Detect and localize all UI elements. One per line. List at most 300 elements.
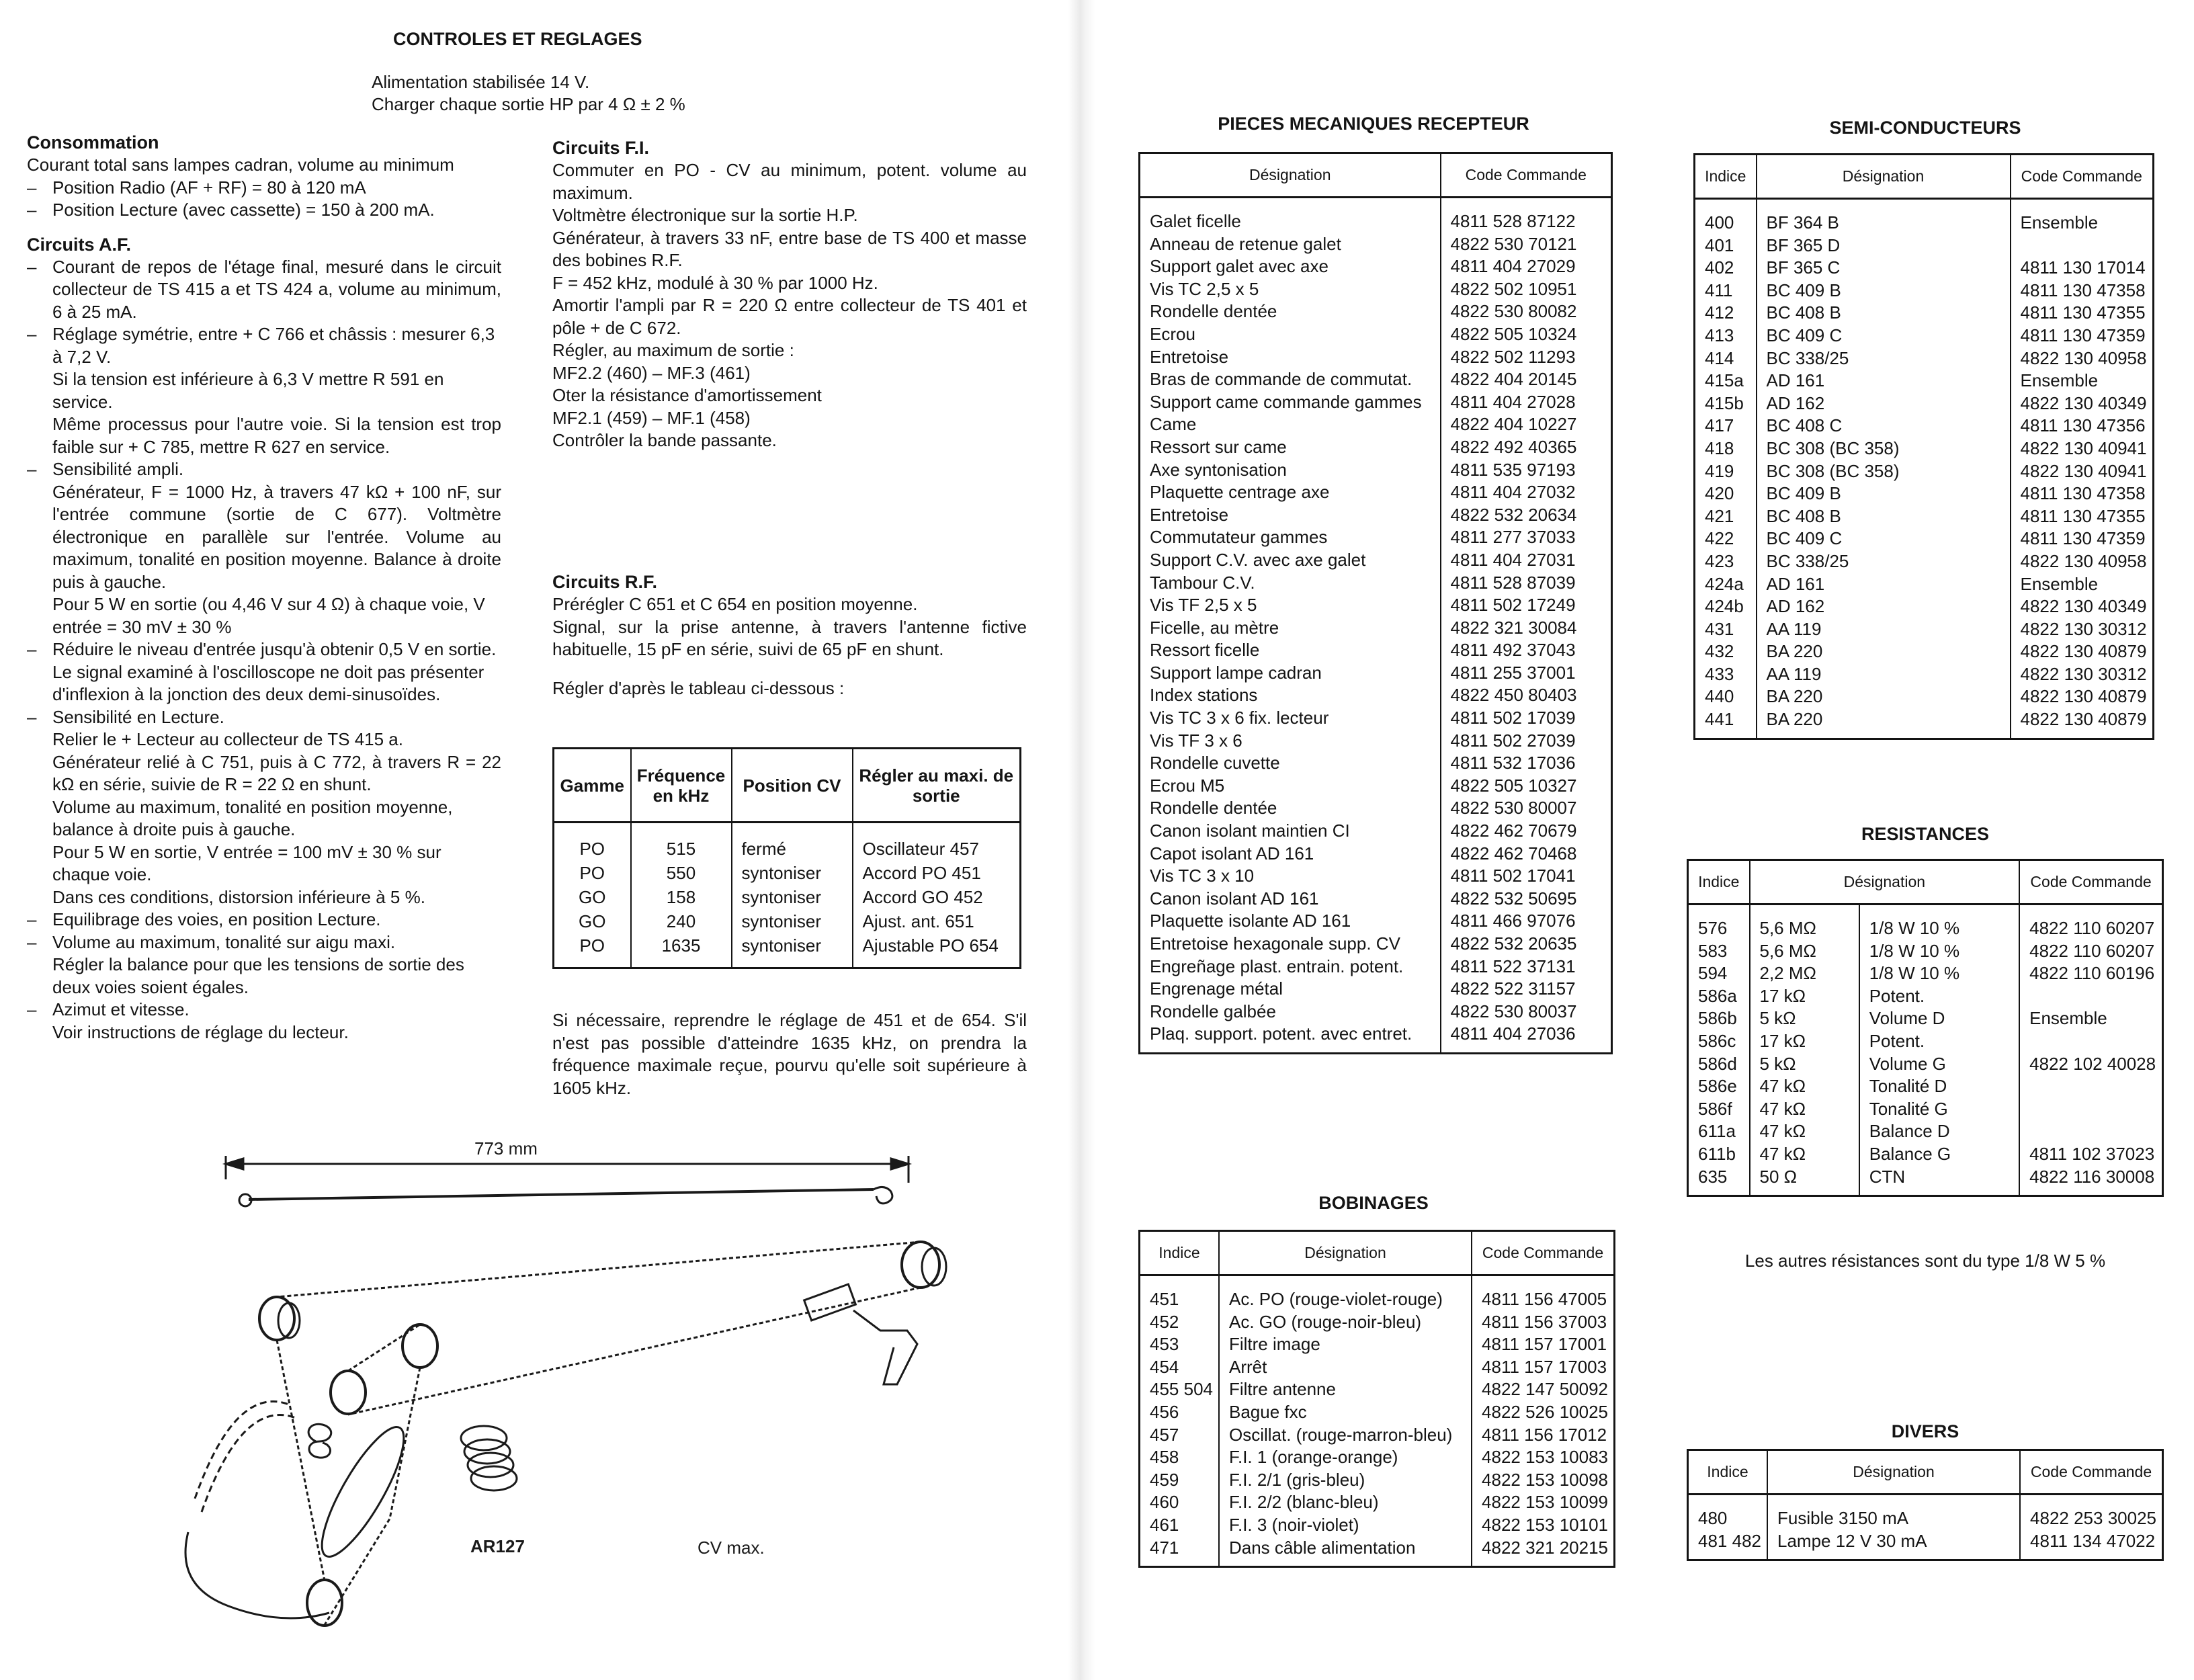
designation-cell: BC 409 C xyxy=(1757,325,2011,347)
table-row xyxy=(1140,526,1612,549)
designation-cell: Engreñage plast. entrain. potent. xyxy=(1140,956,1441,978)
pieces-table xyxy=(1138,152,1613,1054)
coil-1 xyxy=(461,1426,507,1450)
table-row xyxy=(1140,1424,1615,1447)
code-header: Code Commande xyxy=(2011,155,2154,199)
code-cell: 4822 502 10951 xyxy=(1450,278,1577,299)
type-cell: Tonalité G xyxy=(1859,1098,2019,1121)
indice-cell: 433 xyxy=(1695,663,1757,686)
code-cell xyxy=(2019,985,2162,1008)
indice-header: Indice xyxy=(1688,860,1750,905)
designation-header: Désignation xyxy=(1219,1231,1472,1275)
designation-cell: BC 409 C xyxy=(1757,528,2011,550)
code-cell: 4822 110 60207 xyxy=(2029,918,2155,938)
pointer-bracket xyxy=(853,1310,917,1384)
table-row xyxy=(1688,1007,2163,1030)
table-row xyxy=(1695,460,2154,483)
designation-cell: BC 409 B xyxy=(1757,482,2011,505)
ensemble-label: Ensemble xyxy=(2020,212,2099,233)
indice-cell: 459 xyxy=(1140,1469,1219,1492)
frequence-cell: 158 xyxy=(631,885,732,909)
code-cell: 4822 130 30312 xyxy=(2020,618,2147,639)
coil-3 xyxy=(468,1453,513,1477)
code-cell: 4822 321 20215 xyxy=(1482,1537,1608,1558)
designation-cell: Bague fxc xyxy=(1219,1401,1472,1424)
table-row xyxy=(1695,573,2154,596)
table-row xyxy=(1140,572,1612,595)
table-row xyxy=(554,885,1021,909)
code-cell: 4811 404 27028 xyxy=(1450,391,1576,412)
designation-cell: Commutateur gammes xyxy=(1140,526,1441,549)
type-cell: 1/8 W 10 % xyxy=(1859,940,2019,963)
designation-cell: Plaq. support. potent. avec entret. xyxy=(1140,1023,1441,1053)
designation-cell: Ficelle, au mètre xyxy=(1140,617,1441,640)
table-row xyxy=(1140,978,1612,1001)
semi-body xyxy=(1695,199,2154,739)
designation-cell: Support lampe cadran xyxy=(1140,662,1441,685)
code-cell: 4822 450 80403 xyxy=(1450,685,1577,706)
af-p2c: Même processus pour l'autre voie. Si la tension est trop faible sur + C 785, mettre R 627 en service. xyxy=(52,414,501,457)
designation-cell: F.I. 1 (orange-orange) xyxy=(1219,1446,1472,1469)
gamme-cell: PO xyxy=(554,933,631,968)
indice-cell: 586d xyxy=(1688,1053,1750,1076)
table-row xyxy=(554,933,1021,968)
table-row xyxy=(1695,392,2154,415)
indice-cell: 431 xyxy=(1695,618,1757,641)
type-cell: Balance D xyxy=(1859,1120,2019,1143)
designation-cell: Ac. GO (rouge-noir-bleu) xyxy=(1219,1311,1472,1334)
code-cell: 4822 530 80082 xyxy=(1450,301,1577,322)
designation-cell: Filtre image xyxy=(1219,1333,1472,1356)
gamme-cell: GO xyxy=(554,885,631,909)
designation-cell: Entretoise xyxy=(1140,346,1441,369)
table-row xyxy=(1140,1446,1615,1469)
rf-l3: Régler d'après le tableau ci-dessous : xyxy=(552,677,845,698)
fi-l9: MF2.1 (459) – MF.1 (458) xyxy=(552,407,751,428)
code-cell: 4822 526 10025 xyxy=(1482,1401,1608,1422)
value-cell: 5 kΩ xyxy=(1750,1053,1859,1076)
pulley-lower xyxy=(331,1371,366,1414)
position-cv-header: Position CV xyxy=(732,749,853,823)
indice-cell: 576 xyxy=(1688,905,1750,940)
code-cell: Ensemble xyxy=(2020,573,2099,594)
table-row xyxy=(1140,413,1612,436)
type-cell: Volume D xyxy=(1859,1007,2019,1030)
indice-cell: 480 xyxy=(1688,1495,1767,1530)
indice-cell: 418 xyxy=(1695,437,1757,460)
af-p7: – Volume au maximum, tonalité sur aigu maxi. xyxy=(27,931,501,954)
indice-cell: 586a xyxy=(1688,985,1750,1008)
indice-cell: 417 xyxy=(1695,415,1757,437)
table-row xyxy=(1140,617,1612,640)
drum-dash-1 xyxy=(195,1402,289,1499)
bobinages-body xyxy=(1140,1275,1615,1567)
value-cell: 5 kΩ xyxy=(1750,1007,1859,1030)
table-row xyxy=(1140,481,1612,504)
value-cell: 5,6 MΩ xyxy=(1750,905,1859,940)
indice-cell: 586f xyxy=(1688,1098,1750,1121)
indice-cell: 481 482 xyxy=(1688,1530,1767,1560)
table-row xyxy=(1688,1098,2163,1121)
af-p3b: Générateur, F = 1000 Hz, à travers 47 kΩ + 100 nF, sur l'entrée commune (sortie de C 677). Voltmètre électronique en parallèle sur l'entrée. Volume au maximum, tonalité en position moyenne. Balance à droite puis à gauche. xyxy=(52,481,501,592)
table-row xyxy=(1140,300,1612,323)
designation-cell: BA 220 xyxy=(1757,708,2011,739)
af-p8b: Voir instructions de réglage du lecteur. xyxy=(52,1021,349,1042)
cord-run-1 xyxy=(277,1242,921,1297)
table-row xyxy=(554,861,1021,885)
code-cell xyxy=(2019,1120,2162,1143)
consommation-line-3: – Position Lecture (avec cassette) = 150 à 200 mA. xyxy=(27,199,501,222)
code-cell: 4811 255 37001 xyxy=(1450,662,1576,683)
code-header: Code Commande xyxy=(1472,1231,1614,1275)
resistances-body xyxy=(1688,905,2163,1196)
table-row xyxy=(1140,684,1612,707)
af-p5: – Sensibilité en Lecture. xyxy=(27,706,501,729)
table-row xyxy=(1688,1530,2163,1560)
table-row xyxy=(1688,1075,2163,1098)
table-row xyxy=(1140,1356,1615,1379)
af-p5b: Relier le + Lecteur au collecteur de TS 415 a. xyxy=(52,729,403,749)
table-row xyxy=(1688,905,2163,940)
table-row xyxy=(1140,707,1612,730)
table-row xyxy=(1140,549,1612,572)
af-p2: – Réglage symétrie, entre + C 766 et châssis : mesurer 6,3 à 7,2 V. xyxy=(27,323,501,368)
code-cell: 4811 130 47358 xyxy=(2020,483,2146,504)
code-cell: 4811 492 37043 xyxy=(1450,640,1576,661)
af-p5c: Générateur relié à C 751, puis à C 772, à travers R = 22 kΩ en série, suivie de R = 22 Ω en shunt. xyxy=(52,751,501,794)
af-p1: – Courant de repos de l'étage final, mesuré dans le circuit collecteur de TS 415 a et TS 424 a, volume au minimum, 6 à 25 mA. xyxy=(27,256,501,324)
code-cell: 4811 502 17249 xyxy=(1450,595,1576,616)
table-row xyxy=(1140,1469,1615,1492)
indice-cell: 594 xyxy=(1688,962,1750,985)
designation-cell: Vis TC 3 x 10 xyxy=(1140,865,1441,888)
figure-caption: CV max. xyxy=(698,1538,765,1558)
table-row xyxy=(1688,962,2163,985)
code-cell: 4811 130 17014 xyxy=(2020,257,2146,278)
table-row xyxy=(1140,752,1612,775)
designation-cell: Canon isolant maintien CI xyxy=(1140,820,1441,843)
code-cell: 4822 530 80007 xyxy=(1450,798,1577,818)
code-cell: Ensemble xyxy=(2020,370,2099,391)
af-p5d: Volume au maximum, tonalité en position moyenne, balance à droite puis à gauche. xyxy=(52,796,453,839)
frequence-cell: 1635 xyxy=(631,933,732,968)
type-cell: 1/8 W 10 % xyxy=(1859,962,2019,985)
af-p8: – Azimut et vitesse. xyxy=(27,999,501,1021)
code-cell: 4811 156 37003 xyxy=(1482,1311,1607,1332)
frequence-header: Fréquence en kHz xyxy=(631,749,732,823)
code-cell: 4811 404 27029 xyxy=(1450,256,1576,277)
value-cell: 17 kΩ xyxy=(1750,985,1859,1008)
table-row xyxy=(1140,504,1612,527)
resistances-table xyxy=(1687,859,2164,1197)
designation-cell: BF 365 D xyxy=(1757,235,2011,257)
designation-cell: Ressort ficelle xyxy=(1140,639,1441,662)
gamme-cell: PO xyxy=(554,861,631,885)
table-row xyxy=(1695,595,2154,618)
code-header: Code Commande xyxy=(2020,1450,2162,1495)
designation-cell: Ecrou M5 xyxy=(1140,775,1441,798)
position-cell: syntoniser xyxy=(732,933,853,968)
code-cell: 4811 157 17001 xyxy=(1482,1334,1607,1355)
designation-cell: BC 409 B xyxy=(1757,280,2011,302)
indice-cell: 471 xyxy=(1140,1537,1219,1567)
code-cell: 4822 321 30084 xyxy=(1450,617,1577,638)
code-header: Code Commande xyxy=(1441,153,1612,198)
code-cell: 4822 153 10083 xyxy=(1482,1447,1608,1468)
code-cell: 4822 130 40879 xyxy=(2020,641,2147,662)
table-row xyxy=(1688,985,2163,1008)
gamme-table xyxy=(552,747,1021,969)
table-row xyxy=(1695,528,2154,550)
designation-cell: Bras de commande de commutat. xyxy=(1140,368,1441,391)
indice-cell: 458 xyxy=(1140,1446,1219,1469)
designation-cell: BC 338/25 xyxy=(1757,550,2011,573)
code-cell: 4811 466 97076 xyxy=(1450,911,1576,931)
frequence-cell: 550 xyxy=(631,861,732,885)
table-row xyxy=(1695,708,2154,739)
regler-header: Régler au maxi. de sortie xyxy=(853,749,1021,823)
resistances-note: Les autres résistances sont du type 1/8 W 5 % xyxy=(1744,1251,2106,1271)
indice-cell: 421 xyxy=(1695,505,1757,528)
dimension-arrow-left xyxy=(226,1159,243,1169)
code-cell: 4811 404 27032 xyxy=(1450,482,1576,503)
designation-cell: Oscillat. (rouge-marron-bleu) xyxy=(1219,1424,1472,1447)
page-title: CONTROLES ET REGLAGES xyxy=(393,29,642,49)
figure-code: AR127 xyxy=(470,1536,525,1556)
code-cell: 4811 404 27036 xyxy=(1450,1023,1576,1044)
regler-cell: Ajustable PO 654 xyxy=(862,935,999,956)
code-cell: 4822 130 40941 xyxy=(2020,437,2147,458)
indice-cell: 412 xyxy=(1695,302,1757,325)
value-cell: 17 kΩ xyxy=(1750,1030,1859,1053)
indice-cell: 586c xyxy=(1688,1030,1750,1053)
code-cell: 4822 404 20145 xyxy=(1450,369,1577,390)
designation-header: Désignation xyxy=(1140,153,1441,198)
designation-cell: BF 364 B xyxy=(1757,199,2011,235)
code-cell: 4822 532 50695 xyxy=(1450,888,1577,909)
table-row xyxy=(1140,198,1612,233)
indice-cell: 413 xyxy=(1695,325,1757,347)
gamme-header: Gamme xyxy=(554,749,631,823)
table-row xyxy=(1695,347,2154,370)
code-cell: 4811 502 17039 xyxy=(1450,708,1576,728)
type-cell: Tonalité D xyxy=(1859,1075,2019,1098)
designation-cell: BF 365 C xyxy=(1757,257,2011,280)
table-row xyxy=(1140,888,1612,911)
designation-cell: Vis TF 3 x 6 xyxy=(1140,730,1441,753)
consommation-line-1: Courant total sans lampes cadran, volume au minimum xyxy=(27,155,454,175)
designation-cell: AD 161 xyxy=(1757,573,2011,596)
fi-l8: Oter la résistance d'amortissement xyxy=(552,385,822,405)
designation-cell: Engrenage métal xyxy=(1140,978,1441,1001)
af-p5f: Dans ces conditions, distorsion inférieure à 5 %. xyxy=(52,886,425,907)
indice-cell: 457 xyxy=(1140,1424,1219,1447)
intro-line-2: Charger chaque sortie HP par 4 Ω ± 2 % xyxy=(372,94,685,114)
indice-cell: 455 504 xyxy=(1140,1378,1219,1401)
af-p2b: Si la tension est inférieure à 6,3 V mettre R 591 en service. xyxy=(52,369,444,412)
value-cell: 47 kΩ xyxy=(1750,1143,1859,1166)
designation-cell: Galet ficelle xyxy=(1140,198,1441,233)
table-row xyxy=(1140,1275,1615,1311)
code-cell: 4811 156 47005 xyxy=(1482,1289,1607,1309)
table-row xyxy=(1140,1311,1615,1334)
designation-cell: Support came commande gammes xyxy=(1140,391,1441,414)
designation-cell: F.I. 2/1 (gris-bleu) xyxy=(1219,1469,1472,1492)
table-row xyxy=(1140,391,1612,414)
gamme-cell: GO xyxy=(554,909,631,933)
af-p4: – Réduire le niveau d'entrée jusqu'à obtenir 0,5 V en sortie. xyxy=(27,638,501,661)
fi-l5: Amortir l'ampli par R = 220 Ω entre collecteur de TS 401 et pôle + de C 672. xyxy=(552,295,1027,338)
value-cell: 47 kΩ xyxy=(1750,1075,1859,1098)
designation-cell: BC 408 B xyxy=(1757,505,2011,528)
indice-cell: 415b xyxy=(1695,392,1757,415)
pulley-bottom xyxy=(307,1580,342,1626)
designation-cell: AA 119 xyxy=(1757,618,2011,641)
code-cell: 4822 116 30008 xyxy=(2029,1166,2155,1187)
code-cell: 4822 505 10327 xyxy=(1450,775,1577,796)
code-cell: 4811 130 47358 xyxy=(2020,280,2146,300)
rf-l1: Prérégler C 651 et C 654 en position moyenne. xyxy=(552,594,918,614)
code-cell: 4822 153 10098 xyxy=(1482,1469,1608,1490)
left-column-rf xyxy=(552,571,1027,700)
frequence-cell: 515 xyxy=(631,823,732,862)
table-row xyxy=(1140,594,1612,617)
table-row xyxy=(1688,1053,2163,1076)
designation-cell: AD 162 xyxy=(1757,595,2011,618)
designation-cell: Vis TC 2,5 x 5 xyxy=(1140,278,1441,301)
value-cell: 50 Ω xyxy=(1750,1166,1859,1196)
designation-cell: Came xyxy=(1140,413,1441,436)
position-cell: fermé xyxy=(732,823,853,862)
code-cell xyxy=(2019,1075,2162,1098)
table-row xyxy=(1695,302,2154,325)
table-row xyxy=(1140,1378,1615,1401)
type-cell: Potent. xyxy=(1859,1030,2019,1053)
designation-cell: AD 161 xyxy=(1757,370,2011,392)
pointer-slider xyxy=(804,1284,856,1320)
frequence-cell: 240 xyxy=(631,909,732,933)
cord-run-5 xyxy=(325,1368,420,1625)
indice-cell: 402 xyxy=(1695,257,1757,280)
af-p6: – Equilibrage des voies, en position Lecture. xyxy=(27,909,501,931)
designation-cell: Arrêt xyxy=(1219,1356,1472,1379)
type-cell: Potent. xyxy=(1859,985,2019,1008)
designation-cell: Anneau de retenue galet xyxy=(1140,233,1441,256)
table-row xyxy=(1140,323,1612,346)
consommation-line-2: – Position Radio (AF + RF) = 80 à 120 mA xyxy=(27,177,501,200)
code-cell: 4822 147 50092 xyxy=(1482,1379,1608,1400)
code-cell: 4811 130 47359 xyxy=(2020,528,2146,549)
code-cell xyxy=(2019,1098,2162,1121)
table-row xyxy=(1695,325,2154,347)
code-cell: 4811 134 47022 xyxy=(2030,1530,2156,1551)
indice-cell: 611b xyxy=(1688,1143,1750,1166)
type-cell: CTN xyxy=(1859,1166,2019,1196)
table-row xyxy=(1140,730,1612,753)
fi-l2: Voltmètre électronique sur la sortie H.P. xyxy=(552,205,858,225)
designation-cell: Rondelle dentée xyxy=(1140,797,1441,820)
indice-cell: 422 xyxy=(1695,528,1757,550)
divers-body xyxy=(1688,1495,2163,1560)
code-cell: 4822 130 40958 xyxy=(2020,347,2147,368)
designation-cell: Tambour C.V. xyxy=(1140,572,1441,595)
code-cell: 4811 528 87039 xyxy=(1450,572,1576,593)
regler-cell: Accord GO 452 xyxy=(862,887,983,907)
designation-cell: Vis TF 2,5 x 5 xyxy=(1140,594,1441,617)
table-row xyxy=(1688,1143,2163,1166)
position-cell: syntoniser xyxy=(732,861,853,885)
table-row xyxy=(1688,1166,2163,1196)
designation-cell: Index stations xyxy=(1140,684,1441,707)
bobinages-title: BOBINAGES xyxy=(1318,1193,1429,1213)
code-cell: 4811 522 37131 xyxy=(1450,956,1576,976)
designation-header: Désignation xyxy=(1757,155,2011,199)
fi-l6: Régler, au maximum de sortie : xyxy=(552,340,794,360)
table-row xyxy=(1688,1495,2163,1530)
code-cell: 4822 110 60207 xyxy=(2029,940,2155,961)
code-cell: 4822 130 40958 xyxy=(2020,550,2147,571)
indice-cell: 424a xyxy=(1695,573,1757,596)
designation-cell: F.I. 2/2 (blanc-bleu) xyxy=(1219,1491,1472,1514)
indice-cell: 454 xyxy=(1140,1356,1219,1379)
table-row xyxy=(1695,685,2154,708)
indice-header: Indice xyxy=(1140,1231,1219,1275)
coil-4 xyxy=(471,1466,517,1490)
divers-title: DIVERS xyxy=(1891,1421,1959,1441)
table-row xyxy=(1695,505,2154,528)
table-row xyxy=(554,823,1021,862)
table-row xyxy=(1140,639,1612,662)
designation-cell: Entretoise xyxy=(1140,504,1441,527)
indice-cell: 586e xyxy=(1688,1075,1750,1098)
designation-cell: Lampe 12 V 30 mA xyxy=(1767,1530,2020,1560)
designation-cell: BC 308 (BC 358) xyxy=(1757,460,2011,483)
indice-cell: 415a xyxy=(1695,370,1757,392)
position-cell: syntoniser xyxy=(732,909,853,933)
designation-cell: Ressort sur came xyxy=(1140,436,1441,459)
designation-cell: Capot isolant AD 161 xyxy=(1140,843,1441,866)
table-row xyxy=(1695,370,2154,392)
table-row xyxy=(1140,933,1612,956)
table-row xyxy=(1140,255,1612,278)
indice-header: Indice xyxy=(1688,1450,1767,1495)
indice-cell: 414 xyxy=(1695,347,1757,370)
indice-cell: 419 xyxy=(1695,460,1757,483)
bobinages-table xyxy=(1138,1230,1615,1568)
indice-cell: 420 xyxy=(1695,482,1757,505)
table-row xyxy=(1695,415,2154,437)
designation-cell: Canon isolant AD 161 xyxy=(1140,888,1441,911)
table-row xyxy=(1140,1023,1612,1053)
table-row xyxy=(1140,233,1612,256)
table-row xyxy=(1695,482,2154,505)
consommation-heading: Consommation xyxy=(27,132,159,153)
drum-dash-2 xyxy=(202,1415,296,1513)
designation-cell: BA 220 xyxy=(1757,640,2011,663)
fi-l10: Contrôler la bande passante. xyxy=(552,430,777,450)
code-cell: 4822 404 10227 xyxy=(1450,414,1577,435)
indice-cell: 451 xyxy=(1140,1275,1219,1311)
designation-cell: Axe syntonisation xyxy=(1140,459,1441,482)
designation-cell: AD 162 xyxy=(1757,392,2011,415)
designation-cell: Ecrou xyxy=(1140,323,1441,346)
table-row xyxy=(1140,1491,1615,1514)
designation-cell: F.I. 3 (noir-violet) xyxy=(1219,1514,1472,1537)
gamme-cell: PO xyxy=(554,823,631,862)
left-column-fi xyxy=(552,137,1027,452)
code-cell: 4822 530 70121 xyxy=(1450,233,1577,254)
table-row xyxy=(1140,662,1612,685)
